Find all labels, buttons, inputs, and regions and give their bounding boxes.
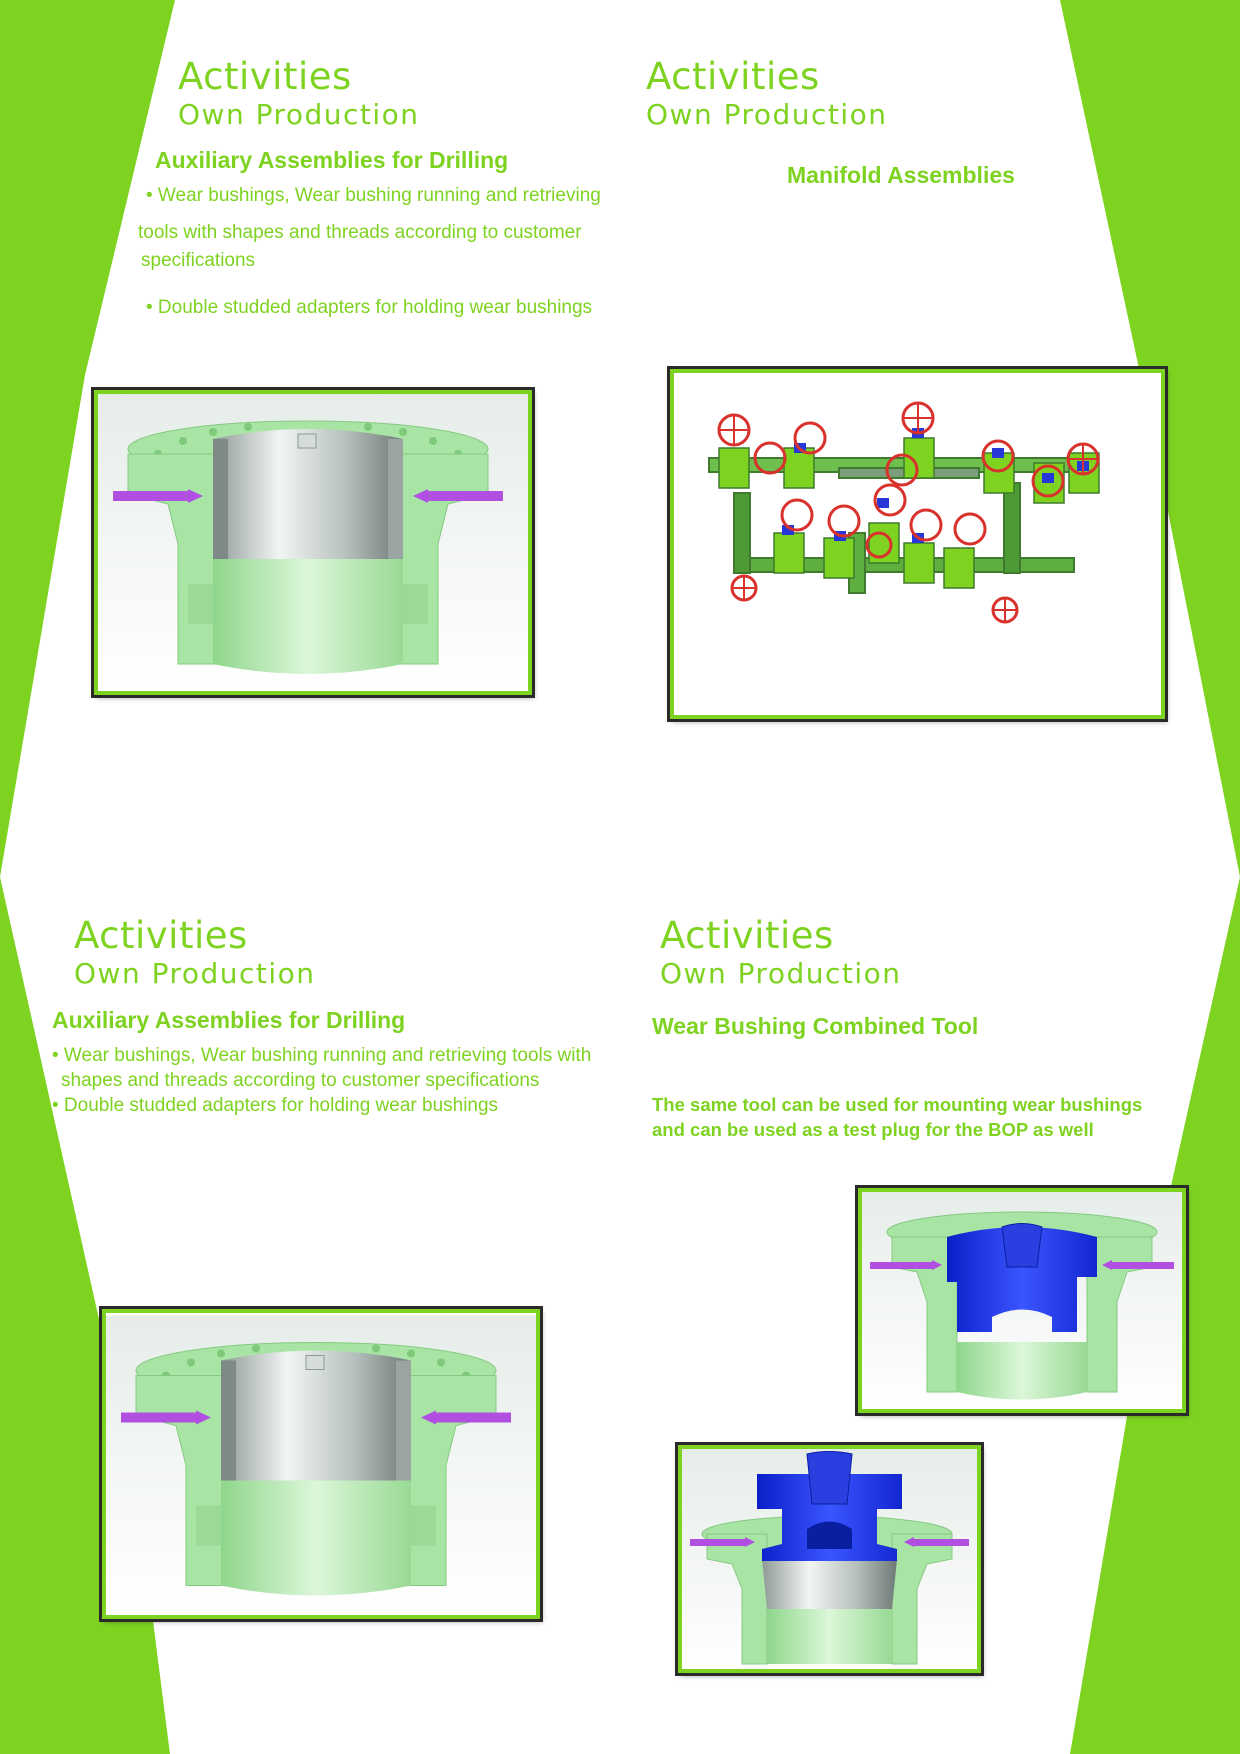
panel-title: Activities xyxy=(74,914,248,957)
manifold-assembly-image xyxy=(670,369,1165,719)
panel-heading: Wear Bushing Combined Tool xyxy=(652,1013,979,1039)
bullet-line: shapes and threads according to customer specifications xyxy=(61,1070,540,1091)
panel-heading: Auxiliary Assemblies for Drilling xyxy=(52,1007,406,1033)
panel-heading: Auxiliary Assemblies for Drilling xyxy=(155,147,509,173)
panel-title: Activities xyxy=(646,55,820,98)
panel-subtitle: Own Production xyxy=(74,957,316,990)
panel-bottom-left xyxy=(74,914,316,990)
combined-tool-image xyxy=(858,1188,1186,1413)
right-green-shape xyxy=(1060,0,1240,1754)
panel-heading: Manifold Assemblies xyxy=(787,162,1015,188)
bullet-line: specifications xyxy=(141,250,256,271)
bullet-line: • Double studded adapters for holding wear bushings xyxy=(146,297,593,318)
panel-title: Activities xyxy=(178,55,352,98)
panel-subtitle: Own Production xyxy=(660,957,902,990)
panel-title: Activities xyxy=(660,914,834,957)
wear-bushing-image xyxy=(94,390,532,695)
panel-subtitle: Own Production xyxy=(178,98,420,131)
panel-bottom-right xyxy=(660,914,902,990)
panel-top-right xyxy=(646,55,888,131)
combined-tool-image xyxy=(678,1445,981,1673)
bullet-line: • Wear bushings, Wear bushing running and retrieving tools with xyxy=(52,1045,592,1066)
description-line: The same tool can be used for mounting wear bushings xyxy=(652,1094,1143,1115)
panel-top-left xyxy=(178,55,420,131)
wear-bushing-image xyxy=(102,1309,540,1619)
bullet-line: tools with shapes and threads according to customer xyxy=(138,222,582,243)
bullet-line: • Wear bushings, Wear bushing running and retrieving xyxy=(146,185,601,206)
bullet-line: • Double studded adapters for holding wear bushings xyxy=(52,1095,499,1116)
description-line: and can be used as a test plug for the BOP as well xyxy=(652,1119,1094,1140)
panel-subtitle: Own Production xyxy=(646,98,888,131)
